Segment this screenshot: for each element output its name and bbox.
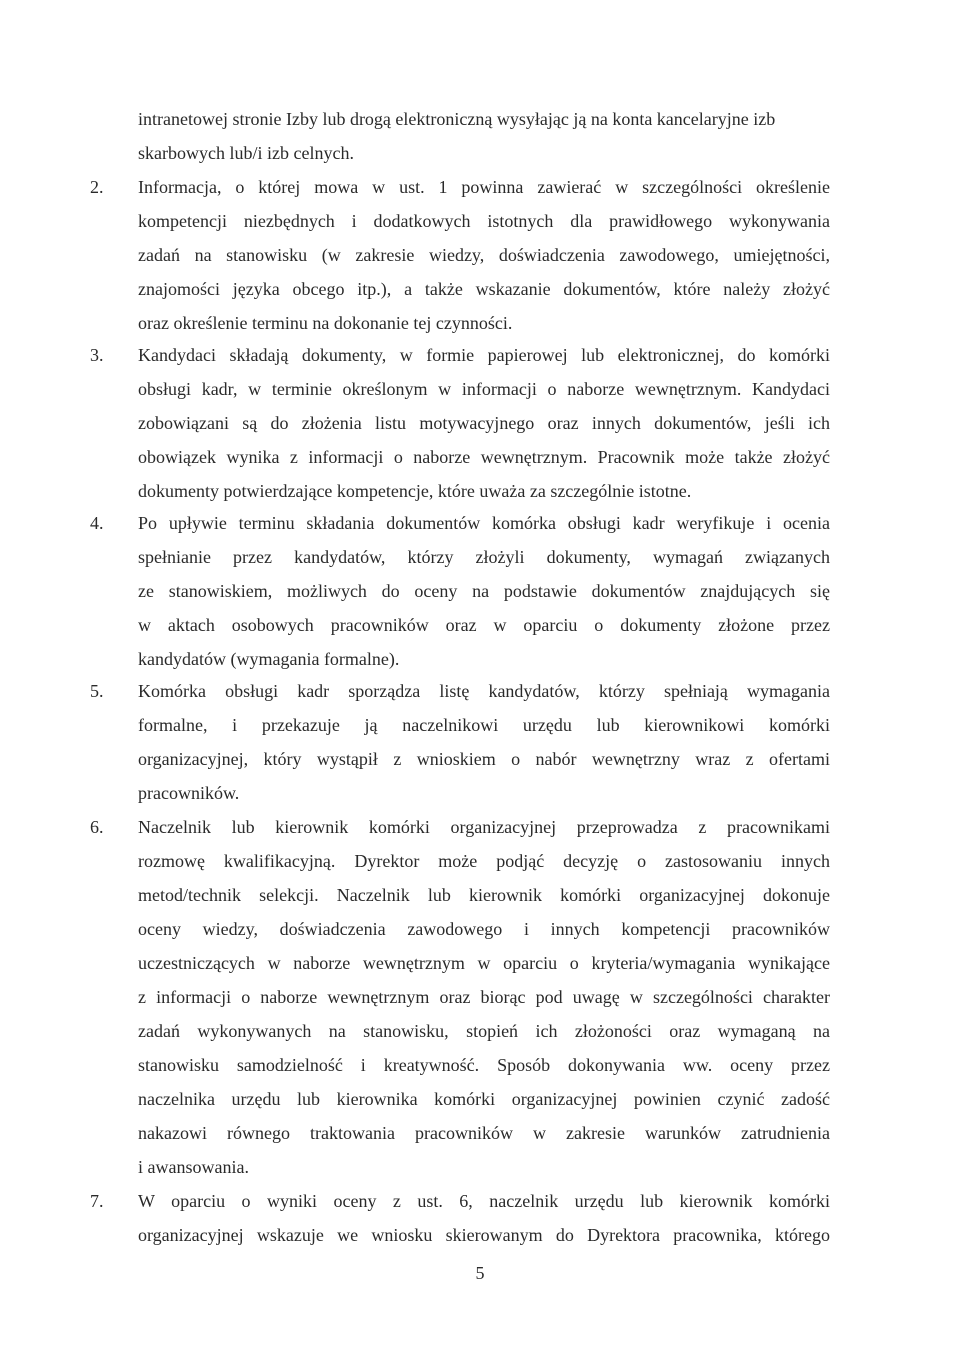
text-line: spełnianie przez kandydatów, którzy złożyli dokumenty, wymagań związanych (138, 547, 830, 567)
text-line: oceny wiedzy, doświadczenia zawodowego i innych kompetencji pracowników (138, 919, 830, 939)
text-line: formalne, i przekazuje ją naczelnikowi urzędu lub kierownikowi komórki (138, 715, 830, 735)
text-line: zobowiązani są do złożenia listu motywacyjnego oraz innych dokumentów, jeśli ich (138, 413, 830, 433)
text-line: dokumenty potwierdzające kompetencje, które uważa za szczególnie istotne. (138, 481, 692, 501)
text-line: Kandydaci składają dokumenty, w formie papierowej lub elektronicznej, do komórki (138, 345, 830, 365)
text-line: oraz określenie terminu na dokonanie tej czynności. (138, 313, 513, 333)
text-line: zadań na stanowisku (w zakresie wiedzy, doświadczenia zawodowego, umiejętności, (138, 245, 830, 265)
text-line: w aktach osobowych pracowników oraz w oparciu o dokumenty złożone przez (138, 615, 830, 635)
text-line: pracowników. (138, 783, 240, 803)
text-line: obsługi kadr, w terminie określonym w informacji o naborze wewnętrznym. Kandydaci (138, 379, 830, 399)
text-line: naczelnika urzędu lub kierownika komórki organizacyjnej powinien czynić zadość (138, 1089, 830, 1109)
item-number: 2. (90, 177, 104, 197)
text-line: intranetowej stronie Izby lub drogą elektroniczną wysyłając ją na konta kancelaryjne izb (138, 109, 776, 129)
text-line: rozmowę kwalifikacyjną. Dyrektor może podjąć decyzję o zastosowaniu innych (138, 851, 830, 871)
text-line: organizacyjnej wskazuje we wniosku skierowanym do Dyrektora pracownika, którego (138, 1225, 830, 1245)
text-line: stanowisku samodzielność i kreatywność. Sposób dokonywania ww. oceny przez (138, 1055, 830, 1075)
item-number: 3. (90, 345, 104, 365)
text-line: organizacyjnej, który wystąpił z wnioskiem o nabór wewnętrzny wraz z ofertami (138, 749, 830, 769)
text-line: i awansowania. (138, 1157, 249, 1177)
text-line: kompetencji niezbędnych i dodatkowych istotnych dla prawidłowego wykonywania (138, 211, 830, 231)
text-line: Naczelnik lub kierownik komórki organizacyjnej przeprowadza z pracownikami (138, 817, 830, 837)
text-line: znajomości języka obcego itp.), a także wskazanie dokumentów, które należy złożyć (138, 279, 830, 299)
text-line: uczestniczących w naborze wewnętrznym w oparciu o kryteria/wymagania wynikające (138, 953, 830, 973)
text-line: metod/technik selekcji. Naczelnik lub kierownik komórki organizacyjnej dokonuje (138, 885, 830, 905)
text-line: zadań wykonywanych na stanowisku, stopień ich złożoności oraz wymaganą na (138, 1021, 830, 1041)
text-line: ze stanowiskiem, możliwych do oceny na podstawie dokumentów znajdujących się (138, 581, 830, 601)
text-line: Komórka obsługi kadr sporządza listę kandydatów, którzy spełniają wymagania (138, 681, 830, 701)
text-line: nakazowi równego traktowania pracowników w zakresie warunków zatrudnienia (138, 1123, 830, 1143)
item-number: 4. (90, 513, 104, 533)
page-number: 5 (475, 1263, 485, 1283)
text-line: obowiązek wynika z informacji o naborze wewnętrznym. Pracownik może także złożyć (138, 447, 830, 467)
item-number: 5. (90, 681, 104, 701)
text-line: W oparciu o wyniki oceny z ust. 6, naczelnik urzędu lub kierownik komórki (138, 1191, 830, 1211)
item-number: 6. (90, 817, 104, 837)
text-line: skarbowych lub/i izb celnych. (138, 143, 354, 163)
text-line: kandydatów (wymagania formalne). (138, 649, 400, 669)
text-line: Informacja, o której mowa w ust. 1 powinna zawierać w szczególności określenie (138, 177, 830, 197)
item-number: 7. (90, 1191, 104, 1211)
text-line: z informacji o naborze wewnętrznym oraz biorąc pod uwagę w szczególności charakter (138, 987, 830, 1007)
text-line: Po upływie terminu składania dokumentów komórka obsługi kadr weryfikuje i ocenia (138, 513, 830, 533)
